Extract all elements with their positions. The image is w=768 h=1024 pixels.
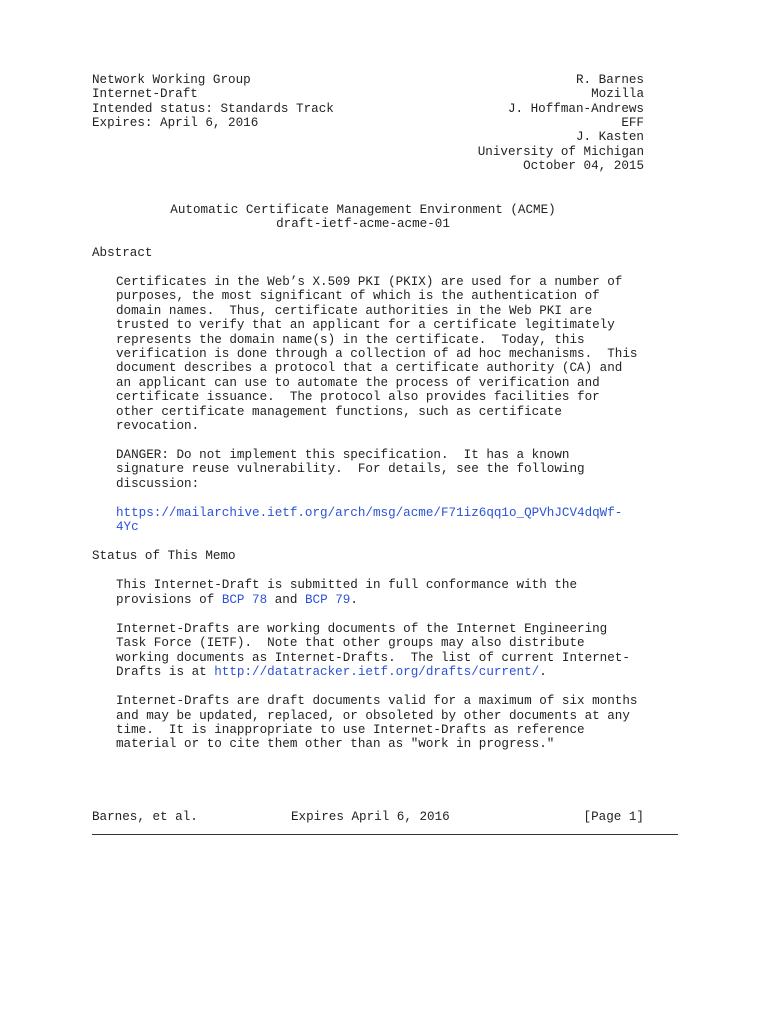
header-working-group: Network Working Group [92, 73, 251, 87]
mailarchive-link-line-1 [116, 506, 622, 520]
status-heading: Status of This Memo [92, 549, 236, 563]
header-org-3: University of Michigan [477, 145, 644, 159]
abstract-line: domain names. Thus, certificate authorities in the Web PKI are [116, 304, 593, 318]
danger-line: DANGER: Do not implement this specification. It has a known [116, 448, 570, 462]
abstract-line: document describes a protocol that a certificate authority (CA) and [116, 361, 623, 375]
header-org-1: Mozilla [591, 87, 644, 101]
draft-name: draft-ietf-acme-acme-01 [276, 217, 450, 231]
mailarchive-link[interactable]: https://mailarchive.ietf.org/arch/msg/acme/F71iz6qq1o_QPVhJCV4dqWf- [116, 506, 623, 520]
mailarchive-link-line-2 [116, 520, 139, 534]
header-intended-status: Intended status: Standards Track [92, 102, 334, 116]
danger-line: signature reuse vulnerability. For details, see the following [116, 462, 585, 476]
status-text: provisions of [116, 593, 222, 607]
datatracker-link[interactable]: http://datatracker.ietf.org/drafts/current/ [214, 665, 540, 679]
danger-line: discussion: [116, 477, 200, 491]
status-line-bcp [116, 593, 358, 607]
footer-authors: Barnes, et al. [92, 810, 198, 824]
abstract-line: Certificates in the Web’s X.509 PKI (PKIX) are used for a number of [116, 275, 623, 289]
header-expires: Expires: April 6, 2016 [92, 116, 259, 130]
abstract-heading: Abstract [92, 246, 153, 260]
status-line: working documents as Internet-Drafts. The list of current Internet- [116, 651, 630, 665]
abstract-line: other certificate management functions, such as certificate [116, 405, 562, 419]
header-author-2: J. Hoffman-Andrews [507, 102, 644, 116]
status-line: Task Force (IETF). Note that other groups may also distribute [116, 636, 585, 650]
header-doc-type: Internet-Draft [92, 87, 198, 101]
status-line: material or to cite them other than as "work in progress." [116, 737, 555, 751]
abstract-line: represents the domain name(s) in the certificate. Today, this [116, 333, 585, 347]
status-line: time. It is inappropriate to use Internet-Drafts as reference [116, 723, 585, 737]
abstract-line: purposes, the most significant of which is the authentication of [116, 289, 600, 303]
abstract-line: verification is done through a collection of ad hoc mechanisms. This [116, 347, 638, 361]
status-line: This Internet-Draft is submitted in full conformance with the [116, 578, 578, 592]
bcp78-link[interactable]: BCP 78 [221, 593, 268, 607]
footer-page-number: [Page 1] [583, 810, 644, 824]
header-org-2: EFF [621, 116, 644, 130]
status-text: and [267, 593, 305, 607]
status-line: and may be updated, replaced, or obsoleted by other documents at any [116, 709, 630, 723]
mailarchive-link-continued[interactable]: 4Yc [116, 520, 139, 534]
status-text: . [539, 665, 547, 679]
header-date: October 04, 2015 [523, 159, 644, 173]
status-text: Drafts is at [116, 665, 215, 679]
document-title: Automatic Certificate Management Environment (ACME) [170, 203, 556, 217]
footer-divider [92, 834, 678, 835]
status-line: Internet-Drafts are working documents of the Internet Engineering [116, 622, 608, 636]
footer-expires: Expires April 6, 2016 [291, 810, 450, 824]
bcp79-link[interactable]: BCP 79 [304, 593, 351, 607]
status-line-datatracker [116, 665, 547, 679]
abstract-line: an applicant can use to automate the process of verification and [116, 376, 600, 390]
abstract-line: trusted to verify that an applicant for a certificate legitimately [116, 318, 615, 332]
header-author-1: R. Barnes [575, 73, 644, 87]
abstract-line: certificate issuance. The protocol also provides facilities for [116, 390, 600, 404]
status-line: Internet-Drafts are draft documents valid for a maximum of six months [116, 694, 638, 708]
status-text: . [350, 593, 358, 607]
header-author-3: J. Kasten [575, 130, 644, 144]
abstract-line: revocation. [116, 419, 200, 433]
